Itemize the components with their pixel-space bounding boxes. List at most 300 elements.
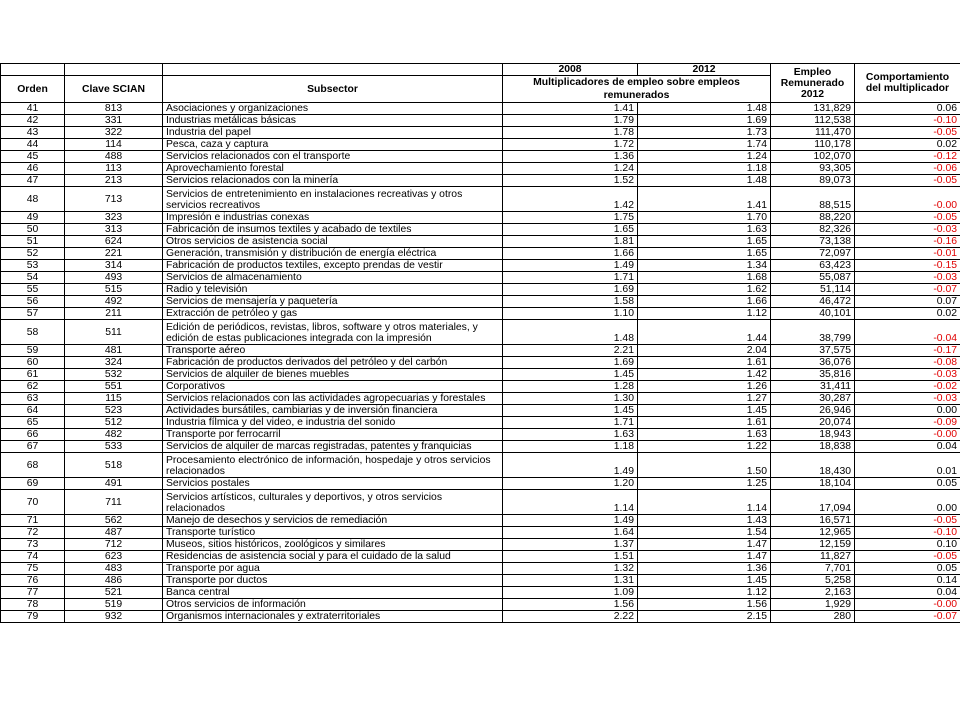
cell-clave: 515 (65, 284, 163, 296)
cell-comportamiento: -0.12 (855, 151, 960, 163)
cell-empleo: 37,575 (771, 345, 855, 357)
cell-empleo: 12,159 (771, 539, 855, 551)
cell-subsector: Servicios de mensajería y paquetería (163, 296, 503, 308)
cell-orden: 65 (1, 417, 65, 429)
cell-clave: 932 (65, 611, 163, 623)
table-row (1, 308, 960, 320)
cell-empleo: 72,097 (771, 248, 855, 260)
cell-subsector: Transporte turístico (163, 527, 503, 539)
cell-2008: 1.58 (503, 296, 638, 308)
cell-clave: 493 (65, 272, 163, 284)
cell-comportamiento: 0.07 (855, 296, 960, 308)
cell-empleo: 63,423 (771, 260, 855, 272)
cell-subsector: Corporativos (163, 381, 503, 393)
cell-orden: 77 (1, 587, 65, 599)
cell-comportamiento: -0.04 (855, 320, 960, 345)
cell-2012: 1.25 (638, 478, 771, 490)
table-row (1, 381, 960, 393)
cell-2012: 1.22 (638, 441, 771, 453)
cell-clave: 712 (65, 539, 163, 551)
cell-empleo: 16,571 (771, 515, 855, 527)
cell-comportamiento: -0.10 (855, 527, 960, 539)
cell-2008: 1.41 (503, 103, 638, 115)
cell-orden: 59 (1, 345, 65, 357)
cell-clave: 314 (65, 260, 163, 272)
header-empleo-line1: Empleo (793, 66, 832, 78)
cell-empleo: 18,838 (771, 441, 855, 453)
cell-subsector: Procesamiento electrónico de información, hospedaje y otros servicios relacionados (163, 453, 503, 478)
cell-clave: 482 (65, 429, 163, 441)
cell-subsector: Servicios relacionados con la minería (163, 175, 503, 187)
cell-comportamiento: -0.09 (855, 417, 960, 429)
cell-empleo: 110,178 (771, 139, 855, 151)
table-row (1, 296, 960, 308)
cell-2012: 1.70 (638, 212, 771, 224)
cell-2012: 2.15 (638, 611, 771, 623)
cell-orden: 52 (1, 248, 65, 260)
cell-orden: 53 (1, 260, 65, 272)
cell-empleo: 18,943 (771, 429, 855, 441)
cell-2008: 1.14 (503, 490, 638, 515)
cell-subsector: Residencias de asistencia social y para el cuidado de la salud (163, 551, 503, 563)
header-empleo-line3: 2012 (800, 88, 825, 100)
cell-empleo: 46,472 (771, 296, 855, 308)
cell-orden: 61 (1, 369, 65, 381)
cell-subsector: Asociaciones y organizaciones (163, 103, 503, 115)
cell-2008: 1.71 (503, 417, 638, 429)
cell-2008: 2.22 (503, 611, 638, 623)
cell-orden: 46 (1, 163, 65, 175)
cell-empleo: 111,470 (771, 127, 855, 139)
cell-clave: 551 (65, 381, 163, 393)
cell-orden: 45 (1, 151, 65, 163)
cell-orden: 60 (1, 357, 65, 369)
cell-comportamiento: 0.04 (855, 587, 960, 599)
cell-empleo: 51,114 (771, 284, 855, 296)
cell-subsector: Otros servicios de información (163, 599, 503, 611)
cell-clave: 711 (65, 490, 163, 515)
cell-orden: 68 (1, 453, 65, 478)
cell-2008: 1.49 (503, 515, 638, 527)
cell-2012: 1.41 (638, 187, 771, 212)
cell-comportamiento: -0.00 (855, 429, 960, 441)
table-row (1, 539, 960, 551)
cell-empleo: 280 (771, 611, 855, 623)
table-row (1, 345, 960, 357)
header-subsector: Subsector (163, 76, 503, 103)
cell-orden: 63 (1, 393, 65, 405)
cell-empleo: 20,074 (771, 417, 855, 429)
table-row (1, 599, 960, 611)
cell-2008: 1.72 (503, 139, 638, 151)
cell-clave: 491 (65, 478, 163, 490)
cell-comportamiento: -0.01 (855, 248, 960, 260)
cell-comportamiento: -0.03 (855, 393, 960, 405)
table-row (1, 575, 960, 587)
cell-clave: 518 (65, 453, 163, 478)
cell-subsector: Industria del papel (163, 127, 503, 139)
cell-subsector: Banca central (163, 587, 503, 599)
cell-clave: 113 (65, 163, 163, 175)
cell-comportamiento: 0.10 (855, 539, 960, 551)
cell-subsector: Fabricación de productos textiles, excepto prendas de vestir (163, 260, 503, 272)
cell-comportamiento: -0.07 (855, 284, 960, 296)
cell-empleo: 93,305 (771, 163, 855, 175)
cell-subsector: Otros servicios de asistencia social (163, 236, 503, 248)
table-row (1, 248, 960, 260)
cell-2008: 2.21 (503, 345, 638, 357)
cell-subsector: Manejo de desechos y servicios de remediación (163, 515, 503, 527)
cell-2008: 1.63 (503, 429, 638, 441)
cell-2012: 1.50 (638, 453, 771, 478)
cell-2012: 1.18 (638, 163, 771, 175)
cell-subsector: Servicios de alquiler de bienes muebles (163, 369, 503, 381)
cell-orden: 41 (1, 103, 65, 115)
cell-orden: 79 (1, 611, 65, 623)
cell-2012: 1.69 (638, 115, 771, 127)
cell-comportamiento: 0.02 (855, 308, 960, 320)
cell-empleo: 18,430 (771, 453, 855, 478)
cell-2012: 1.65 (638, 248, 771, 260)
cell-2008: 1.18 (503, 441, 638, 453)
cell-clave: 624 (65, 236, 163, 248)
cell-comportamiento: 0.05 (855, 478, 960, 490)
header-year-2008: 2008 (503, 64, 638, 76)
table-row (1, 284, 960, 296)
cell-2012: 1.36 (638, 563, 771, 575)
cell-empleo: 18,104 (771, 478, 855, 490)
table-row (1, 563, 960, 575)
cell-comportamiento: -0.10 (855, 115, 960, 127)
cell-clave: 322 (65, 127, 163, 139)
cell-2012: 1.45 (638, 405, 771, 417)
cell-2008: 1.45 (503, 405, 638, 417)
cell-orden: 72 (1, 527, 65, 539)
cell-empleo: 40,101 (771, 308, 855, 320)
cell-orden: 51 (1, 236, 65, 248)
cell-empleo: 26,946 (771, 405, 855, 417)
table-row (1, 527, 960, 539)
cell-orden: 49 (1, 212, 65, 224)
cell-2012: 1.48 (638, 175, 771, 187)
cell-comportamiento: 0.01 (855, 453, 960, 478)
cell-clave: 623 (65, 551, 163, 563)
table-row (1, 212, 960, 224)
cell-2012: 1.12 (638, 308, 771, 320)
cell-empleo: 5,258 (771, 575, 855, 587)
table-row (1, 478, 960, 490)
cell-orden: 54 (1, 272, 65, 284)
cell-2012: 1.27 (638, 393, 771, 405)
cell-comportamiento: 0.06 (855, 103, 960, 115)
cell-orden: 43 (1, 127, 65, 139)
table-row (1, 224, 960, 236)
cell-2012: 1.24 (638, 151, 771, 163)
cell-orden: 42 (1, 115, 65, 127)
cell-clave: 512 (65, 417, 163, 429)
cell-2008: 1.28 (503, 381, 638, 393)
cell-2012: 1.63 (638, 429, 771, 441)
cell-clave: 115 (65, 393, 163, 405)
cell-2012: 1.34 (638, 260, 771, 272)
cell-clave: 521 (65, 587, 163, 599)
cell-subsector: Organismos internacionales y extraterritoriales (163, 611, 503, 623)
cell-orden: 74 (1, 551, 65, 563)
cell-comportamiento: -0.07 (855, 611, 960, 623)
header-multiplicadores: Multiplicadores de empleo sobre empleos remunerados (503, 76, 771, 103)
table-row (1, 127, 960, 139)
table-row (1, 515, 960, 527)
cell-empleo: 17,094 (771, 490, 855, 515)
cell-clave: 532 (65, 369, 163, 381)
cell-orden: 62 (1, 381, 65, 393)
cell-orden: 73 (1, 539, 65, 551)
cell-2008: 1.49 (503, 260, 638, 272)
cell-clave: 533 (65, 441, 163, 453)
cell-clave: 221 (65, 248, 163, 260)
cell-subsector: Transporte por agua (163, 563, 503, 575)
cell-clave: 519 (65, 599, 163, 611)
table-body (1, 64, 960, 623)
cell-2012: 1.43 (638, 515, 771, 527)
cell-subsector: Transporte por ductos (163, 575, 503, 587)
cell-clave: 211 (65, 308, 163, 320)
cell-orden: 66 (1, 429, 65, 441)
table-row (1, 320, 960, 345)
cell-2008: 1.51 (503, 551, 638, 563)
cell-empleo: 11,827 (771, 551, 855, 563)
cell-2012: 1.74 (638, 139, 771, 151)
cell-subsector: Fabricación de productos derivados del petróleo y del carbón (163, 357, 503, 369)
header-year-2012: 2012 (638, 64, 771, 76)
cell-2008: 1.32 (503, 563, 638, 575)
cell-empleo: 31,411 (771, 381, 855, 393)
cell-orden: 71 (1, 515, 65, 527)
cell-2008: 1.78 (503, 127, 638, 139)
cell-2012: 1.44 (638, 320, 771, 345)
table-row (1, 151, 960, 163)
cell-subsector: Edición de periódicos, revistas, libros, software y otros materiales, y edición de estas publicaciones integrada con la impresión (163, 320, 503, 345)
cell-empleo: 131,829 (771, 103, 855, 115)
cell-orden: 55 (1, 284, 65, 296)
cell-2008: 1.66 (503, 248, 638, 260)
cell-comportamiento: -0.00 (855, 599, 960, 611)
cell-empleo: 102,070 (771, 151, 855, 163)
table-row (1, 357, 960, 369)
multiplier-table (0, 63, 960, 623)
header-orden: Orden (1, 76, 65, 103)
cell-empleo: 38,799 (771, 320, 855, 345)
header-empleo (771, 64, 855, 103)
cell-orden: 78 (1, 599, 65, 611)
cell-subsector: Servicios postales (163, 478, 503, 490)
cell-empleo: 30,287 (771, 393, 855, 405)
cell-2008: 1.30 (503, 393, 638, 405)
cell-2008: 1.20 (503, 478, 638, 490)
cell-2012: 1.12 (638, 587, 771, 599)
cell-comportamiento: -0.08 (855, 357, 960, 369)
cell-2012: 1.61 (638, 417, 771, 429)
cell-2012: 1.26 (638, 381, 771, 393)
cell-comportamiento: -0.05 (855, 127, 960, 139)
table-row (1, 187, 960, 212)
cell-clave: 813 (65, 103, 163, 115)
cell-2008: 1.52 (503, 175, 638, 187)
cell-subsector: Servicios artísticos, culturales y deportivos, y otros servicios relacionados (163, 490, 503, 515)
cell-orden: 76 (1, 575, 65, 587)
table-row (1, 260, 960, 272)
cell-2008: 1.37 (503, 539, 638, 551)
cell-comportamiento: -0.16 (855, 236, 960, 248)
cell-comportamiento: 0.00 (855, 490, 960, 515)
cell-clave: 511 (65, 320, 163, 345)
cell-empleo: 1,929 (771, 599, 855, 611)
cell-subsector: Servicios relacionados con las actividades agropecuarias y forestales (163, 393, 503, 405)
cell-comportamiento: 0.02 (855, 139, 960, 151)
header-row-1 (1, 64, 960, 76)
cell-comportamiento: -0.05 (855, 515, 960, 527)
cell-2008: 1.45 (503, 369, 638, 381)
cell-2008: 1.81 (503, 236, 638, 248)
cell-2008: 1.48 (503, 320, 638, 345)
cell-empleo: 89,073 (771, 175, 855, 187)
cell-clave: 523 (65, 405, 163, 417)
cell-2012: 1.61 (638, 357, 771, 369)
cell-orden: 48 (1, 187, 65, 212)
cell-2012: 2.04 (638, 345, 771, 357)
cell-orden: 67 (1, 441, 65, 453)
table-row (1, 272, 960, 284)
cell-comportamiento: 0.05 (855, 563, 960, 575)
cell-2012: 1.47 (638, 551, 771, 563)
cell-subsector: Servicios de alquiler de marcas registradas, patentes y franquicias (163, 441, 503, 453)
cell-2008: 1.31 (503, 575, 638, 587)
cell-orden: 69 (1, 478, 65, 490)
cell-empleo: 36,076 (771, 357, 855, 369)
cell-comportamiento: -0.05 (855, 175, 960, 187)
cell-comportamiento: -0.00 (855, 187, 960, 212)
cell-clave: 331 (65, 115, 163, 127)
cell-2012: 1.54 (638, 527, 771, 539)
table-row (1, 611, 960, 623)
cell-comportamiento: 0.04 (855, 441, 960, 453)
cell-2008: 1.65 (503, 224, 638, 236)
cell-2012: 1.14 (638, 490, 771, 515)
cell-subsector: Impresión e industrias conexas (163, 212, 503, 224)
cell-clave: 492 (65, 296, 163, 308)
table-row (1, 175, 960, 187)
cell-2008: 1.75 (503, 212, 638, 224)
cell-orden: 58 (1, 320, 65, 345)
table-row (1, 405, 960, 417)
table-row (1, 587, 960, 599)
cell-orden: 57 (1, 308, 65, 320)
cell-2008: 1.64 (503, 527, 638, 539)
cell-empleo: 7,701 (771, 563, 855, 575)
cell-empleo: 112,538 (771, 115, 855, 127)
cell-clave: 486 (65, 575, 163, 587)
cell-clave: 487 (65, 527, 163, 539)
cell-empleo: 88,220 (771, 212, 855, 224)
cell-2012: 1.42 (638, 369, 771, 381)
cell-subsector: Industrias metálicas básicas (163, 115, 503, 127)
cell-2012: 1.65 (638, 236, 771, 248)
cell-subsector: Servicios de almacenamiento (163, 272, 503, 284)
cell-clave: 324 (65, 357, 163, 369)
cell-comportamiento: -0.06 (855, 163, 960, 175)
cell-2008: 1.71 (503, 272, 638, 284)
cell-2012: 1.47 (638, 539, 771, 551)
cell-2012: 1.63 (638, 224, 771, 236)
cell-2012: 1.56 (638, 599, 771, 611)
cell-empleo: 2,163 (771, 587, 855, 599)
cell-comportamiento: -0.03 (855, 272, 960, 284)
table-row (1, 429, 960, 441)
table-row (1, 417, 960, 429)
cell-empleo: 88,515 (771, 187, 855, 212)
header-comportamiento: Comportamiento del multiplicador (855, 64, 960, 103)
cell-2008: 1.56 (503, 599, 638, 611)
cell-subsector: Museos, sitios históricos, zoológicos y similares (163, 539, 503, 551)
table-row (1, 103, 960, 115)
cell-clave: 213 (65, 175, 163, 187)
cell-clave: 488 (65, 151, 163, 163)
cell-clave: 481 (65, 345, 163, 357)
cell-2012: 1.66 (638, 296, 771, 308)
table-row (1, 236, 960, 248)
cell-2008: 1.42 (503, 187, 638, 212)
cell-orden: 70 (1, 490, 65, 515)
cell-2008: 1.49 (503, 453, 638, 478)
cell-comportamiento: -0.02 (855, 381, 960, 393)
table-row (1, 393, 960, 405)
table-row (1, 453, 960, 478)
cell-orden: 47 (1, 175, 65, 187)
cell-subsector: Transporte aéreo (163, 345, 503, 357)
table-row (1, 551, 960, 563)
cell-empleo: 55,087 (771, 272, 855, 284)
table-row (1, 490, 960, 515)
cell-2008: 1.36 (503, 151, 638, 163)
cell-2012: 1.45 (638, 575, 771, 587)
cell-clave: 313 (65, 224, 163, 236)
cell-comportamiento: -0.17 (855, 345, 960, 357)
cell-orden: 56 (1, 296, 65, 308)
cell-comportamiento: 0.00 (855, 405, 960, 417)
cell-clave: 323 (65, 212, 163, 224)
cell-2008: 1.69 (503, 357, 638, 369)
table-row (1, 139, 960, 151)
cell-orden: 75 (1, 563, 65, 575)
table-row (1, 115, 960, 127)
cell-subsector: Radio y televisión (163, 284, 503, 296)
header-empleo-line2: Remunerado (780, 77, 845, 89)
cell-comportamiento: -0.05 (855, 212, 960, 224)
cell-clave: 562 (65, 515, 163, 527)
cell-subsector: Transporte por ferrocarril (163, 429, 503, 441)
cell-2008: 1.79 (503, 115, 638, 127)
cell-orden: 50 (1, 224, 65, 236)
cell-empleo: 35,816 (771, 369, 855, 381)
cell-clave: 483 (65, 563, 163, 575)
cell-subsector: Fabricación de insumos textiles y acabado de textiles (163, 224, 503, 236)
cell-comportamiento: -0.03 (855, 369, 960, 381)
cell-subsector: Pesca, caza y captura (163, 139, 503, 151)
cell-clave: 114 (65, 139, 163, 151)
cell-comportamiento: -0.03 (855, 224, 960, 236)
table-row (1, 163, 960, 175)
cell-2012: 1.62 (638, 284, 771, 296)
